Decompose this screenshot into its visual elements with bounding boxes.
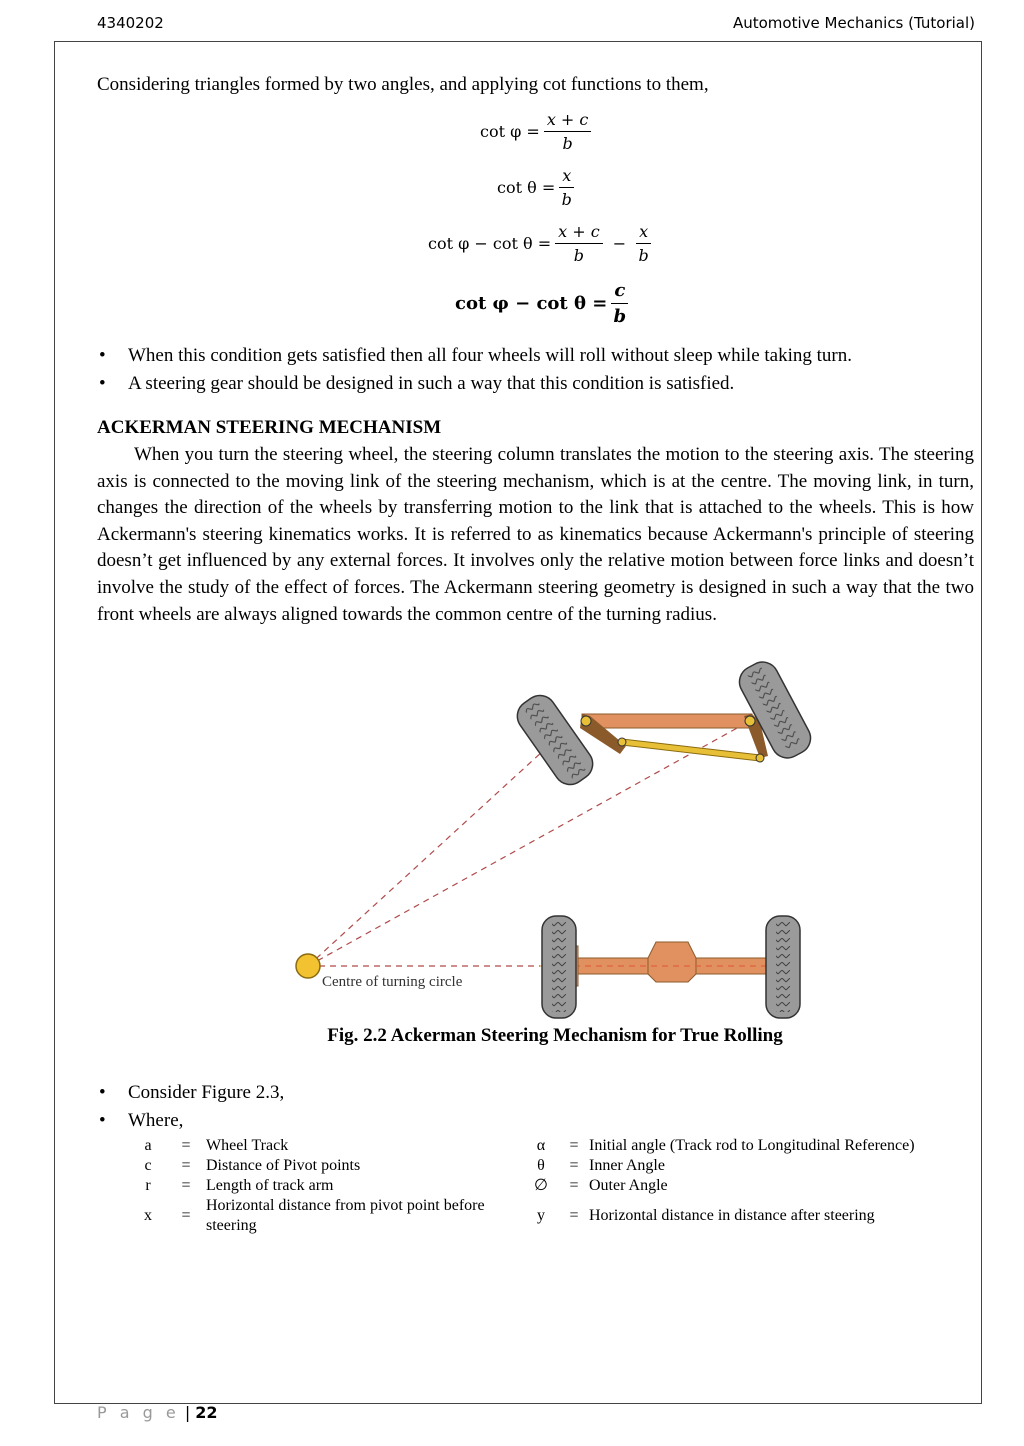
- def-equals: =: [181, 1207, 191, 1224]
- intro-text: Considering triangles formed by two angles, and applying cot functions to them,: [97, 74, 709, 95]
- eq1-denominator: b: [562, 134, 573, 153]
- page-separator: |: [184, 1403, 191, 1422]
- front-linkage: [580, 714, 768, 762]
- eq3-lhs: cot φ − cot θ =: [428, 234, 552, 253]
- def-symbol: a: [144, 1137, 152, 1154]
- figure-caption: Fig. 2.2 Ackerman Steering Mechanism for True Rolling: [327, 1025, 783, 1046]
- eq4-lhs: cot φ − cot θ =: [455, 293, 608, 314]
- definition-row: [130, 1176, 915, 1196]
- section-paragraph: When you turn the steering wheel, the steering column translates the motion to the steering axis. The steering axis is connected to the moving link of the steering mechanism, which is at the centre. The moving link, in turn, changes the direction of the wheels by transferring motion to the link that is attached to the wheels. This is how Ackermann's steering kinematics works. It is referred to as kinematics because Ackermann's principle of steering doesn’t get influenced by any external forces. It involves only the relative motion between force links and doesn’t involve the study of the effect of forces. The Ackermann steering geometry is designed in such a way that the two front wheels are always aligned towards the common centre of the turning radius.: [97, 444, 974, 625]
- header-course: Automotive Mechanics (Tutorial): [732, 14, 975, 32]
- eq3-fraction-1: [555, 222, 603, 265]
- eq1-fraction: [544, 110, 592, 153]
- definition-row: [130, 1136, 915, 1156]
- equation-cot-theta: [497, 166, 578, 209]
- def-description: Distance of Pivot points: [206, 1157, 361, 1174]
- eq3-minus: −: [612, 234, 627, 253]
- definitions-table: [130, 1136, 915, 1236]
- turning-centre-marker: [296, 954, 320, 978]
- eq2-fraction: [559, 166, 574, 209]
- def-description: Outer Angle: [589, 1177, 668, 1194]
- def-symbol: x: [144, 1207, 152, 1224]
- page-label: P a g e: [97, 1403, 180, 1422]
- def-equals: =: [569, 1157, 579, 1174]
- turning-centre-label: Centre of turning circle: [322, 974, 463, 990]
- eq3-denominator-2: b: [638, 246, 649, 265]
- eq3-numerator-1: x + c: [555, 222, 603, 244]
- def-description: Initial angle (Track rod to Longitudinal Reference): [589, 1137, 915, 1154]
- equation-result: [455, 280, 632, 327]
- equation-difference: [428, 222, 655, 265]
- bullet-item: • Consider Figure 2.3,: [97, 1079, 284, 1107]
- eq1-lhs: cot φ =: [480, 122, 540, 141]
- def-description: Horizontal distance from pivot point before steering: [206, 1197, 485, 1234]
- eq1-numerator: x + c: [544, 110, 592, 132]
- rear-left-tyre: [542, 916, 576, 1018]
- page-footer: [97, 1403, 218, 1422]
- def-symbol: α: [536, 1137, 546, 1154]
- rear-axle: [568, 942, 776, 986]
- bullet-item: • When this condition gets satisfied then all four wheels will roll without sleep while taking turn.: [97, 342, 852, 370]
- header-code: 4340202: [97, 14, 164, 32]
- eq2-denominator: b: [561, 190, 572, 209]
- definition-row: [130, 1196, 915, 1236]
- def-equals: =: [569, 1207, 579, 1224]
- def-symbol: ∅: [534, 1177, 548, 1194]
- bullet-item: • A steering gear should be designed in such a way that this condition is satisfied.: [97, 370, 852, 398]
- eq3-denominator-1: b: [573, 246, 585, 265]
- definition-row: [130, 1156, 915, 1176]
- front-left-tyre: [511, 689, 599, 791]
- def-equals: =: [181, 1157, 191, 1174]
- def-equals: =: [569, 1177, 579, 1194]
- def-description: Wheel Track: [206, 1137, 289, 1154]
- def-description: Horizontal distance in distance after steering: [589, 1207, 875, 1224]
- eq2-numerator: x: [559, 166, 574, 188]
- def-symbol: y: [537, 1207, 545, 1224]
- eq4-denominator: b: [613, 306, 627, 327]
- equation-cot-phi: [480, 110, 595, 153]
- ackerman-diagram: [290, 650, 830, 1020]
- def-description: Inner Angle: [589, 1157, 665, 1174]
- consider-bullets: [97, 1079, 284, 1135]
- eq2-lhs: cot θ =: [497, 178, 556, 197]
- page-number: 22: [195, 1403, 218, 1422]
- condition-bullets: [97, 342, 852, 398]
- eq3-fraction-2: [636, 222, 651, 265]
- eq3-numerator-2: x: [636, 222, 651, 244]
- rear-right-tyre: [766, 916, 800, 1018]
- front-right-tyre: [734, 656, 816, 763]
- eq4-fraction: [611, 280, 628, 327]
- def-description: Length of track arm: [206, 1177, 334, 1194]
- section-title: ACKERMAN STEERING MECHANISM: [97, 417, 442, 438]
- eq4-numerator: c: [611, 280, 628, 304]
- def-equals: =: [569, 1137, 579, 1154]
- def-symbol: θ: [537, 1157, 545, 1174]
- def-equals: =: [181, 1177, 191, 1194]
- bullet-item: • Where,: [97, 1107, 284, 1135]
- def-equals: =: [181, 1137, 191, 1154]
- def-symbol: c: [144, 1157, 152, 1174]
- def-symbol: r: [145, 1177, 151, 1194]
